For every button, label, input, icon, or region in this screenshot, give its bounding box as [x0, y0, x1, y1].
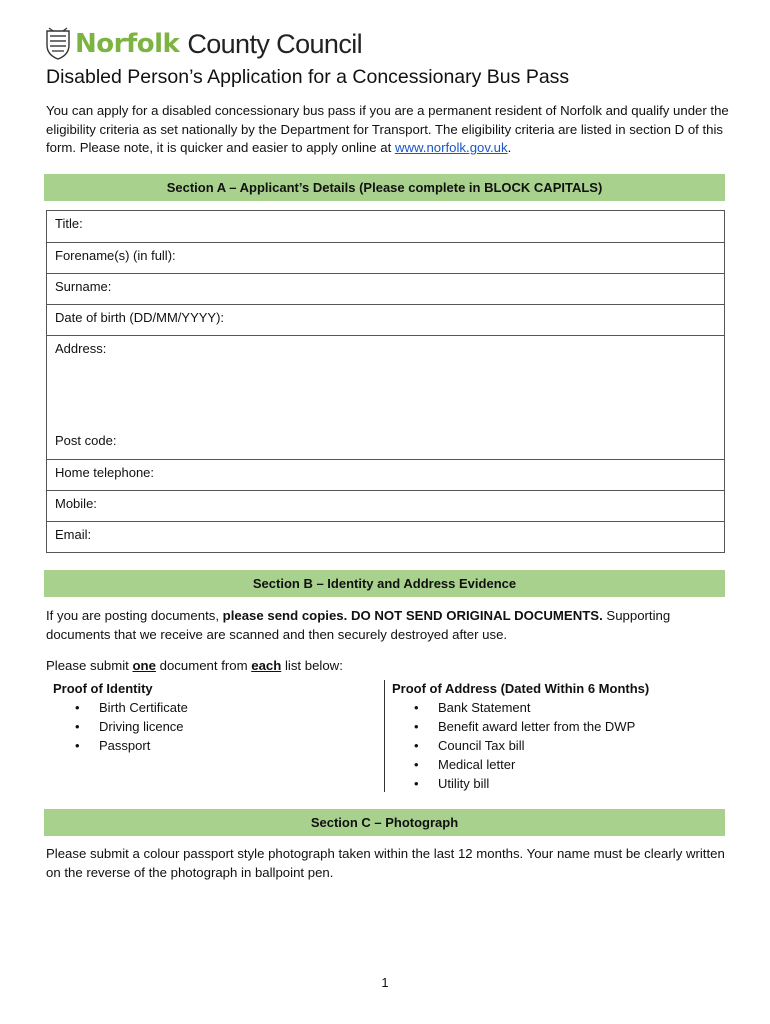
postcode-field[interactable] — [47, 428, 724, 459]
proof-of-identity-heading: Proof of Identity — [53, 681, 153, 696]
page-number: 1 — [381, 975, 389, 990]
norfolk-website-link[interactable]: www.norfolk.gov.uk — [394, 140, 508, 155]
list-item: • Utility bill — [392, 774, 649, 793]
email-label: Email: — [55, 527, 92, 542]
proof-of-identity-list — [53, 680, 188, 755]
posting-instructions — [46, 607, 736, 644]
evidence-lists — [46, 680, 726, 792]
column-divider — [384, 680, 385, 792]
surname-label: Surname: — [55, 279, 112, 294]
list-item: • Birth Certificate — [53, 698, 188, 717]
section-b-heading: Section B – Identity and Address Evidence — [44, 570, 725, 597]
home-telephone-field[interactable] — [47, 459, 724, 490]
address-label: Address: — [55, 341, 107, 356]
forename-label: Forename(s) (in full): — [55, 248, 176, 263]
list-item: • Bank Statement — [392, 698, 649, 717]
submit-each: each — [251, 658, 282, 673]
title-field[interactable] — [47, 211, 724, 242]
page-title: Disabled Person’s Application for a Concessionary Bus Pass — [46, 66, 570, 88]
section-c-heading: Section C – Photograph — [44, 809, 725, 836]
submit-mid: document from — [155, 658, 252, 673]
forename-field[interactable] — [47, 242, 724, 273]
intro-end: . — [507, 140, 512, 155]
proof-of-address-heading: Proof of Address (Dated Within 6 Months) — [392, 681, 650, 696]
dob-label: Date of birth (DD/MM/YYYY): — [55, 310, 225, 325]
list-item: • Passport — [53, 736, 188, 755]
list-item: • Driving licence — [53, 717, 188, 736]
submit-post: list below: — [281, 658, 343, 673]
logo-norfolk-text: Norfolk — [75, 29, 180, 59]
home-telephone-label: Home telephone: — [55, 465, 155, 480]
intro-text: You can apply for a disabled concessionary bus pass if you are a permanent resident of Norfolk and qualify under the eligibility criteria as set nationally by the Department for Transport. The eligibility criteria are listed in section D of this form. Please note, it is quicker and easier to apply online at — [46, 103, 729, 155]
posting-post: Supporting documents that we receive are scanned and then securely destroyed after use. — [46, 608, 671, 642]
address-field[interactable] — [47, 335, 724, 428]
postcode-label: Post code: — [55, 433, 117, 448]
surname-field[interactable] — [47, 273, 724, 304]
norfolk-logo — [45, 26, 362, 62]
submit-pre: Please submit — [46, 658, 133, 673]
submit-one: one — [132, 658, 156, 673]
title-label: Title: — [55, 216, 83, 231]
section-a-heading: Section A – Applicant’s Details (Please complete in BLOCK CAPITALS) — [44, 174, 725, 201]
submit-instructions — [46, 657, 736, 676]
proof-of-address-list — [392, 680, 649, 793]
dob-field[interactable] — [47, 304, 724, 335]
applicant-details-form — [46, 210, 725, 553]
mobile-label: Mobile: — [55, 496, 97, 511]
posting-pre: If you are posting documents, — [46, 608, 223, 623]
norfolk-crest-icon — [45, 27, 71, 61]
email-field[interactable] — [47, 521, 724, 552]
list-item: • Benefit award letter from the DWP — [392, 717, 649, 736]
list-item: • Council Tax bill — [392, 736, 649, 755]
intro-paragraph — [46, 102, 736, 158]
list-item: • Medical letter — [392, 755, 649, 774]
photograph-instructions: Please submit a colour passport style photograph taken within the last 12 months. Your name must be clearly written on the reverse of the photograph in ballpoint pen. — [46, 846, 725, 880]
mobile-field[interactable] — [47, 490, 724, 521]
logo-council-text: County Council — [187, 28, 363, 59]
posting-warning: please send copies. DO NOT SEND ORIGINAL DOCUMENTS. — [222, 608, 603, 623]
